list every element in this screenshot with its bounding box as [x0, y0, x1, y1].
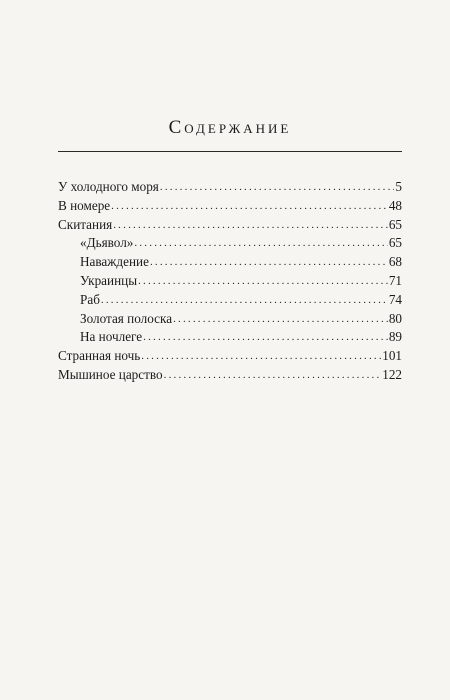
toc-entry-title: Раб: [80, 291, 100, 307]
dot-leader: [134, 234, 387, 253]
dot-leader: [173, 310, 388, 329]
toc-entry: [58, 216, 402, 235]
toc-entry-title: Странная ночь: [58, 348, 141, 364]
toc-entry-page: 74: [388, 291, 402, 307]
toc-entry-title: У холодного моря: [58, 179, 159, 194]
toc-subentry: [58, 291, 402, 310]
toc-entry-title: Скитания: [58, 216, 113, 232]
toc-entry-page: 65: [388, 235, 402, 251]
title-rule: [58, 151, 402, 152]
toc-subentry: [58, 272, 402, 291]
dot-leader: [113, 216, 388, 235]
toc-subentry: [58, 253, 402, 272]
toc-subentry: [58, 310, 402, 329]
dot-leader: [141, 347, 381, 366]
dot-leader: [101, 291, 388, 310]
toc-entry-page: 89: [388, 329, 402, 345]
toc-entry-title: «Дьявол»: [80, 235, 134, 251]
toc-entry: [58, 178, 402, 197]
toc-entry-page: 101: [382, 348, 402, 364]
toc-entry-page: 71: [388, 272, 402, 288]
dot-leader: [150, 253, 388, 272]
dot-leader: [164, 366, 382, 385]
dot-leader: [143, 328, 388, 347]
dot-leader: [111, 197, 388, 216]
toc-entry: [58, 366, 402, 385]
toc-subentry: [58, 234, 402, 253]
toc-entry-title: Украинцы: [80, 272, 138, 288]
toc-entry-page: 65: [388, 216, 402, 232]
toc-entry-page: 48: [388, 197, 402, 213]
toc-entry-page: 68: [388, 254, 402, 270]
toc-entry: [58, 347, 402, 366]
toc-entry-page: 80: [388, 310, 402, 326]
toc-entry-title: В номере: [58, 197, 111, 213]
toc-subentry: [58, 328, 402, 347]
toc-entry-title: Наваждение: [80, 254, 149, 270]
toc-entry-title: Золотая полоска: [80, 310, 173, 326]
dot-leader: [138, 272, 388, 291]
table-of-contents: [58, 178, 402, 385]
page-title: Содержание: [168, 117, 292, 138]
toc-entry-page: 122: [382, 366, 402, 382]
toc-entry: [58, 197, 402, 216]
toc-entry-title: Мышиное царство: [58, 366, 163, 382]
toc-entry-page: 5: [395, 179, 402, 194]
toc-entry-title: На ночлеге: [80, 329, 143, 345]
dot-leader: [160, 178, 395, 197]
